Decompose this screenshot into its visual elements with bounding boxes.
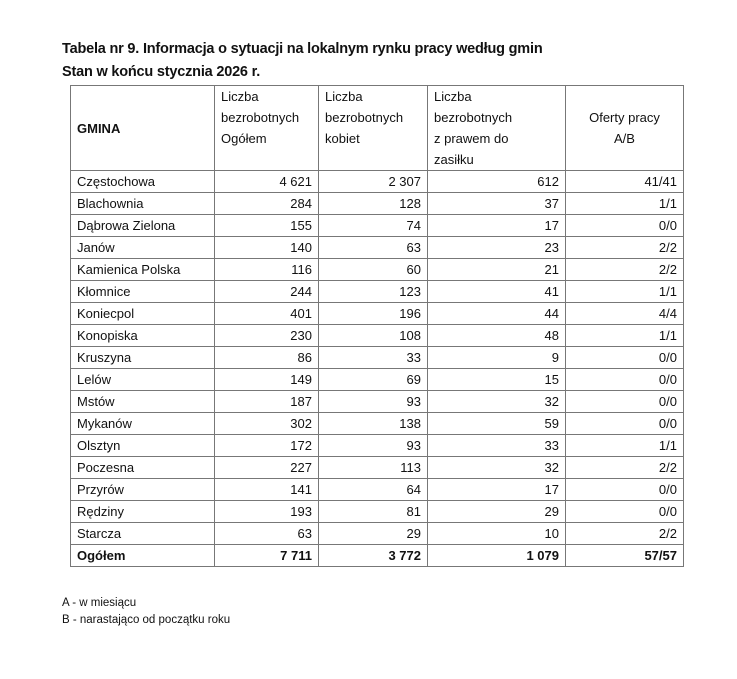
- value-cell: 86: [215, 347, 319, 369]
- value-cell: 60: [319, 259, 428, 281]
- table-row: [71, 193, 684, 215]
- table-row: [71, 479, 684, 501]
- value-cell: 2/2: [566, 523, 684, 545]
- value-cell: 1/1: [566, 325, 684, 347]
- gmina-cell: Olsztyn: [71, 435, 215, 457]
- value-cell: 0/0: [566, 413, 684, 435]
- gmina-cell: Dąbrowa Zielona: [71, 215, 215, 237]
- table-row: [71, 391, 684, 413]
- value-cell: 155: [215, 215, 319, 237]
- value-cell: 1 079: [428, 545, 566, 567]
- column-header-line: Liczba: [434, 89, 472, 104]
- value-cell: 108: [319, 325, 428, 347]
- value-cell: 2/2: [566, 259, 684, 281]
- value-cell: 57/57: [566, 545, 684, 567]
- value-cell: 23: [428, 237, 566, 259]
- value-cell: 116: [215, 259, 319, 281]
- value-cell: 1/1: [566, 281, 684, 303]
- value-cell: 37: [428, 193, 566, 215]
- table-title: Tabela nr 9. Informacja o sytuacji na lokalnym rynku pracy według gmin: [62, 41, 543, 57]
- value-cell: 138: [319, 413, 428, 435]
- table-row: [71, 281, 684, 303]
- value-cell: 284: [215, 193, 319, 215]
- gmina-cell: Konopiska: [71, 325, 215, 347]
- value-cell: 81: [319, 501, 428, 523]
- column-header-line: Oferty pracy: [589, 110, 660, 125]
- value-cell: 41: [428, 281, 566, 303]
- table-row: [71, 501, 684, 523]
- value-cell: 69: [319, 369, 428, 391]
- footnote-a: A - w miesiącu: [62, 597, 137, 609]
- value-cell: 0/0: [566, 479, 684, 501]
- value-cell: 33: [428, 435, 566, 457]
- gmina-cell: Starcza: [71, 523, 215, 545]
- value-cell: 29: [428, 501, 566, 523]
- value-cell: 29: [319, 523, 428, 545]
- value-cell: 48: [428, 325, 566, 347]
- value-cell: 140: [215, 237, 319, 259]
- gmina-cell: Janów: [71, 237, 215, 259]
- gmina-cell: Mykanów: [71, 413, 215, 435]
- gmina-cell: Koniecpol: [71, 303, 215, 325]
- value-cell: 93: [319, 391, 428, 413]
- table-row: [71, 237, 684, 259]
- value-cell: 113: [319, 457, 428, 479]
- column-header-line: bezrobotnych: [325, 110, 404, 125]
- total-row: [71, 545, 684, 567]
- value-cell: 7 711: [215, 545, 319, 567]
- column-header-line: bezrobotnych: [221, 110, 300, 125]
- value-cell: 612: [428, 171, 566, 193]
- value-cell: 187: [215, 391, 319, 413]
- gmina-cell: Kłomnice: [71, 281, 215, 303]
- table-row: [71, 413, 684, 435]
- gmina-cell: Lelów: [71, 369, 215, 391]
- value-cell: 302: [215, 413, 319, 435]
- table-row: [71, 369, 684, 391]
- table-row: [71, 435, 684, 457]
- value-cell: 2/2: [566, 237, 684, 259]
- value-cell: 172: [215, 435, 319, 457]
- table-subtitle: Stan w końcu stycznia 2026 r.: [62, 64, 261, 80]
- gmina-cell: Blachownia: [71, 193, 215, 215]
- value-cell: 17: [428, 215, 566, 237]
- value-cell: 64: [319, 479, 428, 501]
- value-cell: 149: [215, 369, 319, 391]
- value-cell: 141: [215, 479, 319, 501]
- value-cell: 93: [319, 435, 428, 457]
- column-header: [215, 86, 319, 171]
- value-cell: 41/41: [566, 171, 684, 193]
- table-row: [71, 325, 684, 347]
- value-cell: 17: [428, 479, 566, 501]
- gmina-cell: Mstów: [71, 391, 215, 413]
- value-cell: 227: [215, 457, 319, 479]
- value-cell: 128: [319, 193, 428, 215]
- column-header: [428, 86, 566, 171]
- table-row: [71, 303, 684, 325]
- gmina-cell: Poczesna: [71, 457, 215, 479]
- value-cell: 32: [428, 457, 566, 479]
- value-cell: 230: [215, 325, 319, 347]
- column-header-line: kobiet: [325, 131, 360, 146]
- value-cell: 123: [319, 281, 428, 303]
- value-cell: 44: [428, 303, 566, 325]
- value-cell: 15: [428, 369, 566, 391]
- column-header-line: Liczba: [221, 89, 259, 104]
- value-cell: 3 772: [319, 545, 428, 567]
- value-cell: 1/1: [566, 193, 684, 215]
- column-header-line: Ogółem: [221, 131, 267, 146]
- value-cell: 2/2: [566, 457, 684, 479]
- value-cell: 32: [428, 391, 566, 413]
- value-cell: 1/1: [566, 435, 684, 457]
- column-header-line: bezrobotnych: [434, 110, 513, 125]
- value-cell: 59: [428, 413, 566, 435]
- column-header: [566, 86, 684, 171]
- table-row: [71, 171, 684, 193]
- column-header-line: z prawem do: [434, 131, 509, 146]
- value-cell: 4/4: [566, 303, 684, 325]
- value-cell: 74: [319, 215, 428, 237]
- value-cell: 21: [428, 259, 566, 281]
- value-cell: 9: [428, 347, 566, 369]
- value-cell: 0/0: [566, 215, 684, 237]
- column-header-line: GMINA: [77, 120, 121, 136]
- value-cell: 2 307: [319, 171, 428, 193]
- gmina-cell: Częstochowa: [71, 171, 215, 193]
- value-cell: 63: [215, 523, 319, 545]
- gmina-cell: Przyrów: [71, 479, 215, 501]
- table-row: [71, 215, 684, 237]
- column-header-line: Liczba: [325, 89, 363, 104]
- table-row: [71, 259, 684, 281]
- value-cell: 33: [319, 347, 428, 369]
- value-cell: 244: [215, 281, 319, 303]
- footnote-b: B - narastająco od początku roku: [62, 614, 231, 626]
- value-cell: 10: [428, 523, 566, 545]
- table-row: [71, 347, 684, 369]
- value-cell: 193: [215, 501, 319, 523]
- column-header-line: zasiłku: [434, 152, 474, 167]
- value-cell: 196: [319, 303, 428, 325]
- unemployment-table: [70, 85, 684, 567]
- column-header: [71, 86, 215, 171]
- value-cell: 0/0: [566, 347, 684, 369]
- gmina-cell: Rędziny: [71, 501, 215, 523]
- gmina-cell: Kruszyna: [71, 347, 215, 369]
- value-cell: 0/0: [566, 369, 684, 391]
- gmina-cell: Ogółem: [71, 545, 215, 567]
- value-cell: 401: [215, 303, 319, 325]
- value-cell: 63: [319, 237, 428, 259]
- value-cell: 0/0: [566, 501, 684, 523]
- value-cell: 0/0: [566, 391, 684, 413]
- gmina-cell: Kamienica Polska: [71, 259, 215, 281]
- table-row: [71, 523, 684, 545]
- header-row: [71, 86, 684, 171]
- value-cell: 4 621: [215, 171, 319, 193]
- table-row: [71, 457, 684, 479]
- column-header-line: A/B: [614, 131, 635, 146]
- column-header: [319, 86, 428, 171]
